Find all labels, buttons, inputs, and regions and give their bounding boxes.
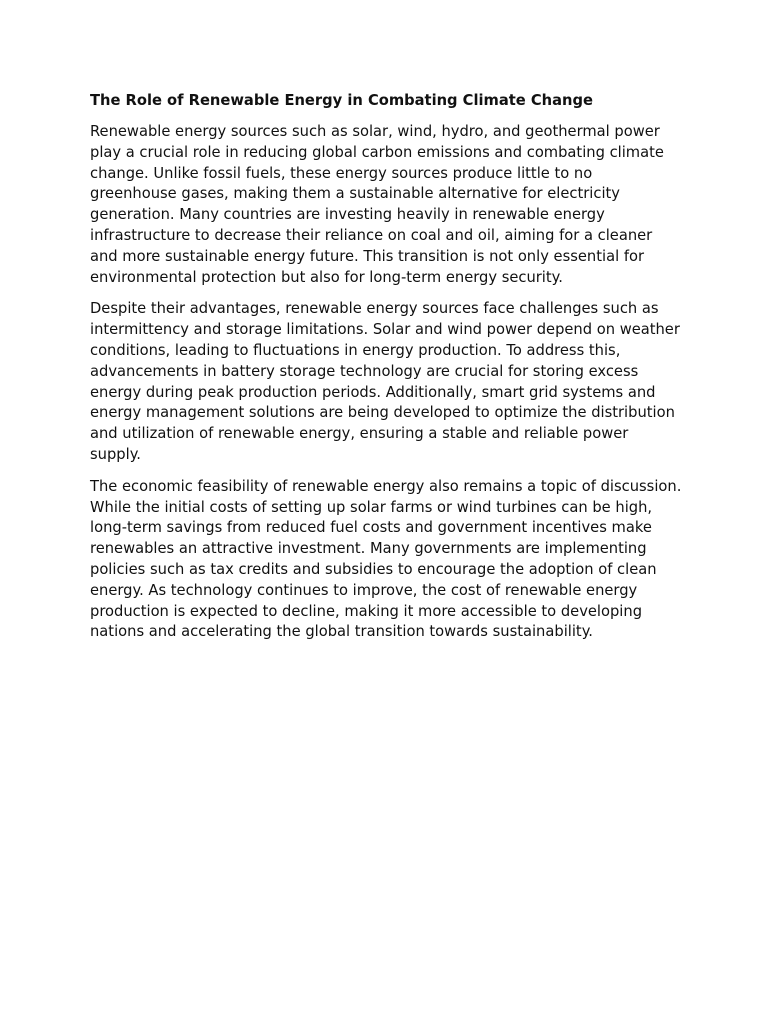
document-title: The Role of Renewable Energy in Combating Climate Change (90, 92, 593, 109)
paragraph-1: Renewable energy sources such as solar, wind, hydro, and geothermal power play a crucial role in reducing global carbon emissions and combating climate change. Unlike fossil fuels, these energy sources produce little to no greenhouse gases, making them a sustainable alternative for electricity generation. Many countries are investing heavily in renewable energy infrastructure to decrease their reliance on coal and oil, aiming for a cleaner and more sustainable energy future. This transition is not only essential for environmental protection but also for long-term energy security. (90, 123, 664, 286)
document-body (90, 90, 682, 654)
paragraph-2: Despite their advantages, renewable energy sources face challenges such as intermittency and storage limitations. Solar and wind power depend on weather conditions, leading to fluctuations in energy production. To address this, advancements in battery storage technology are crucial for storing excess energy during peak production periods. Additionally, smart grid systems and energy management solutions are being developed to optimize the distribution and utilization of renewable energy, ensuring a stable and reliable power supply. (90, 300, 680, 463)
paragraph-3: The economic feasibility of renewable energy also remains a topic of discussion. While the initial costs of setting up solar farms or wind turbines can be high, long-term savings from reduced fuel costs and government incentives make renewables an attractive investment. Many governments are implementing policies such as tax credits and subsidies to encourage the adoption of clean energy. As technology continues to improve, the cost of renewable energy production is expected to decline, making it more accessible to developing nations and accelerating the global transition towards sustainability. (90, 477, 682, 641)
